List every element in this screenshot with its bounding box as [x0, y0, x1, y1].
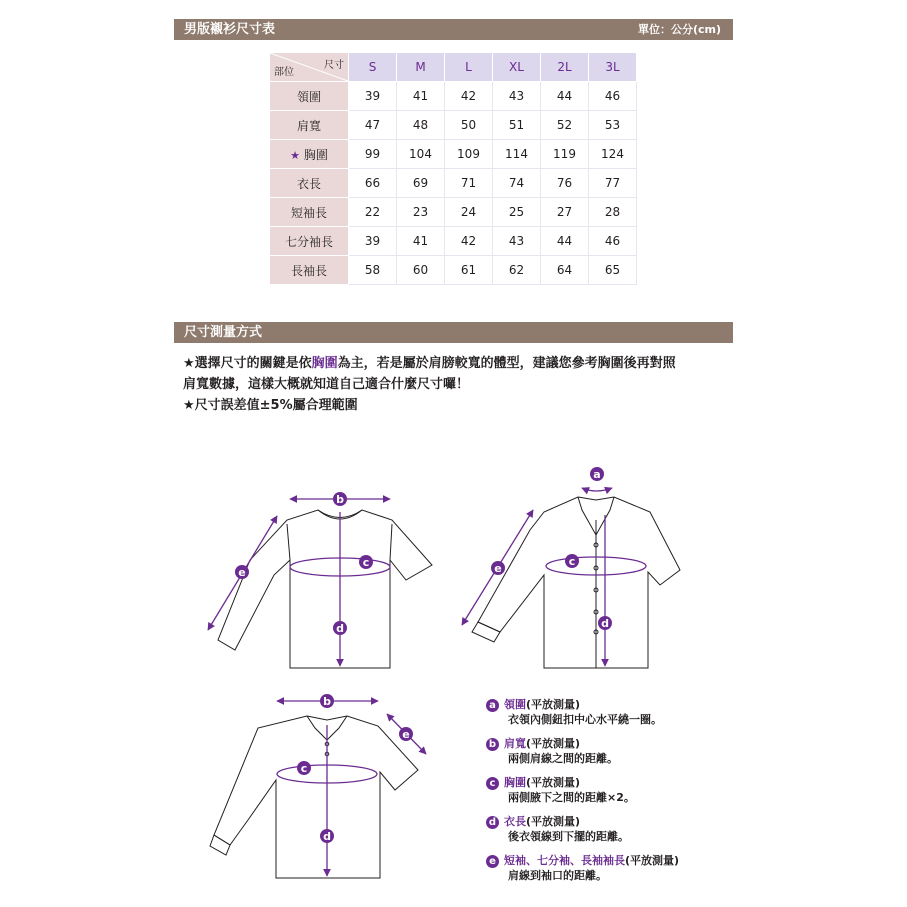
table-cell: 69: [397, 169, 445, 198]
table-cell: 61: [445, 256, 493, 285]
badge-icon: [333, 492, 347, 506]
polo-shirt-diagram: [210, 716, 418, 878]
note-text: ★選擇尺寸的關鍵是依: [183, 356, 312, 371]
legend-title: 肩寬: [504, 737, 526, 750]
note-line: ★尺寸誤差值±5%屬合理範圍: [183, 398, 358, 413]
badge-icon: [565, 554, 579, 568]
size-head: S: [349, 53, 397, 82]
legend-suffix: (平放測量): [526, 698, 581, 711]
legend-title: 領圍: [504, 698, 526, 711]
legend-title: 短袖、七分袖、長袖袖長: [504, 854, 625, 867]
table-cell: 60: [397, 256, 445, 285]
legend-desc: 兩側腋下之間的距離×2。: [508, 791, 635, 804]
badge-icon: [320, 694, 334, 708]
table-cell: 104: [397, 140, 445, 169]
badge-text: e: [238, 566, 246, 579]
table-cell: 28: [589, 198, 637, 227]
size-chart-title: 男版襯衫尺寸表: [184, 22, 276, 37]
badge-e-icon: e: [486, 855, 499, 868]
legend-item: [486, 775, 635, 805]
size-head: 2L: [541, 53, 589, 82]
badge-text: b: [336, 493, 344, 506]
table-cell: 119: [541, 140, 589, 169]
row-label: 衣長: [270, 169, 349, 198]
table-cell: 23: [397, 198, 445, 227]
table-cell: 109: [445, 140, 493, 169]
dress-shirt-diagram: [472, 497, 680, 668]
table-cell: 46: [589, 227, 637, 256]
badge-d-icon: d: [486, 816, 499, 829]
corner-part-label: 部位: [274, 67, 294, 78]
table-cell: 42: [445, 227, 493, 256]
legend-title: 胸圍: [504, 776, 526, 789]
table-cell: 39: [349, 227, 397, 256]
unit-label: 單位：公分(cm): [637, 23, 721, 36]
table-cell: 27: [541, 198, 589, 227]
badge-icon: [399, 727, 413, 741]
badge-text: c: [362, 556, 370, 569]
table-cell: 77: [589, 169, 637, 198]
table-cell: 47: [349, 111, 397, 140]
row-label-text: 胸圍: [303, 147, 328, 162]
table-cell: 51: [493, 111, 541, 140]
table-cell: 62: [493, 256, 541, 285]
row-label: 領圍: [270, 82, 349, 111]
legend-desc: 後衣領線到下擺的距離。: [508, 830, 629, 843]
row-label: 肩寬: [270, 111, 349, 140]
legend-title: 衣長: [504, 815, 526, 828]
table-cell: 43: [493, 227, 541, 256]
table-cell: 50: [445, 111, 493, 140]
badge-icon: [598, 616, 612, 630]
legend-item: [486, 736, 618, 766]
table-cell: 22: [349, 198, 397, 227]
badge-text: d: [601, 617, 609, 630]
table-cell: 44: [541, 82, 589, 111]
dress-shirt-measures: [462, 488, 646, 666]
badge-b-icon: b: [486, 738, 499, 751]
badge-c-icon: c: [486, 777, 499, 790]
table-cell: 44: [541, 227, 589, 256]
table-cell: 25: [493, 198, 541, 227]
table-cell: 65: [589, 256, 637, 285]
badge-icon: [235, 565, 249, 579]
badge-text: a: [593, 468, 601, 481]
table-cell: 74: [493, 169, 541, 198]
table-cell: 66: [349, 169, 397, 198]
badge-text: d: [323, 830, 331, 843]
row-label: 長袖長: [270, 256, 349, 285]
badge-icon: [297, 761, 311, 775]
legend-item: [486, 853, 679, 883]
badge-a-icon: a: [486, 699, 499, 712]
table-cell: 39: [349, 82, 397, 111]
note-line: 肩寬數據，這樣大概就知道自己適合什麼尺寸囉！: [183, 377, 470, 392]
note-highlight: 胸圍: [311, 356, 338, 371]
badge-icon: [359, 555, 373, 569]
table-cell: 76: [541, 169, 589, 198]
note-text: 為主，若是屬於肩膀較寬的體型，建議您參考胸圍後再對照: [337, 356, 676, 371]
tshirt-diagram: [218, 510, 432, 668]
size-head: 3L: [589, 53, 637, 82]
badge-icon: [333, 621, 347, 635]
badge-text: e: [402, 728, 410, 741]
table-cell: 58: [349, 256, 397, 285]
table-cell: 42: [445, 82, 493, 111]
legend-item: [486, 697, 662, 727]
table-cell: 52: [541, 111, 589, 140]
legend-desc: 肩線到袖口的距離。: [508, 869, 607, 882]
row-label: 七分袖長: [270, 227, 349, 256]
legend-desc: 兩側肩線之間的距離。: [508, 752, 618, 765]
badge-icon: [590, 467, 604, 481]
legend-suffix: (平放測量): [526, 815, 581, 828]
badge-text: c: [300, 762, 308, 775]
badge-text: e: [494, 562, 502, 575]
badge-text: d: [336, 622, 344, 635]
legend-item: [486, 814, 629, 844]
legend-suffix: (平放測量): [526, 737, 581, 750]
table-cell: 71: [445, 169, 493, 198]
badge-text: b: [323, 695, 331, 708]
size-head: XL: [493, 53, 541, 82]
table-cell: 43: [493, 82, 541, 111]
row-label: 短袖長: [270, 198, 349, 227]
size-head: M: [397, 53, 445, 82]
table-cell: 41: [397, 82, 445, 111]
star-icon: ★: [290, 148, 301, 162]
legend-suffix: (平放測量): [625, 854, 680, 867]
table-cell: 114: [493, 140, 541, 169]
measure-title: 尺寸測量方式: [184, 325, 263, 340]
tshirt-measures: [208, 499, 390, 666]
table-cell: 124: [589, 140, 637, 169]
table-cell: 64: [541, 256, 589, 285]
table-cell: 53: [589, 111, 637, 140]
table-cell: 48: [397, 111, 445, 140]
table-cell: 99: [349, 140, 397, 169]
corner-size-label: 尺寸: [324, 60, 344, 71]
table-cell: 41: [397, 227, 445, 256]
table-cell: 24: [445, 198, 493, 227]
badge-icon: [320, 829, 334, 843]
badge-text: c: [568, 555, 576, 568]
table-cell: 46: [589, 82, 637, 111]
legend-suffix: (平放測量): [526, 776, 581, 789]
badge-icon: [491, 561, 505, 575]
legend-desc: 衣領內側鈕扣中心水平繞一圈。: [508, 713, 662, 726]
size-head: L: [445, 53, 493, 82]
